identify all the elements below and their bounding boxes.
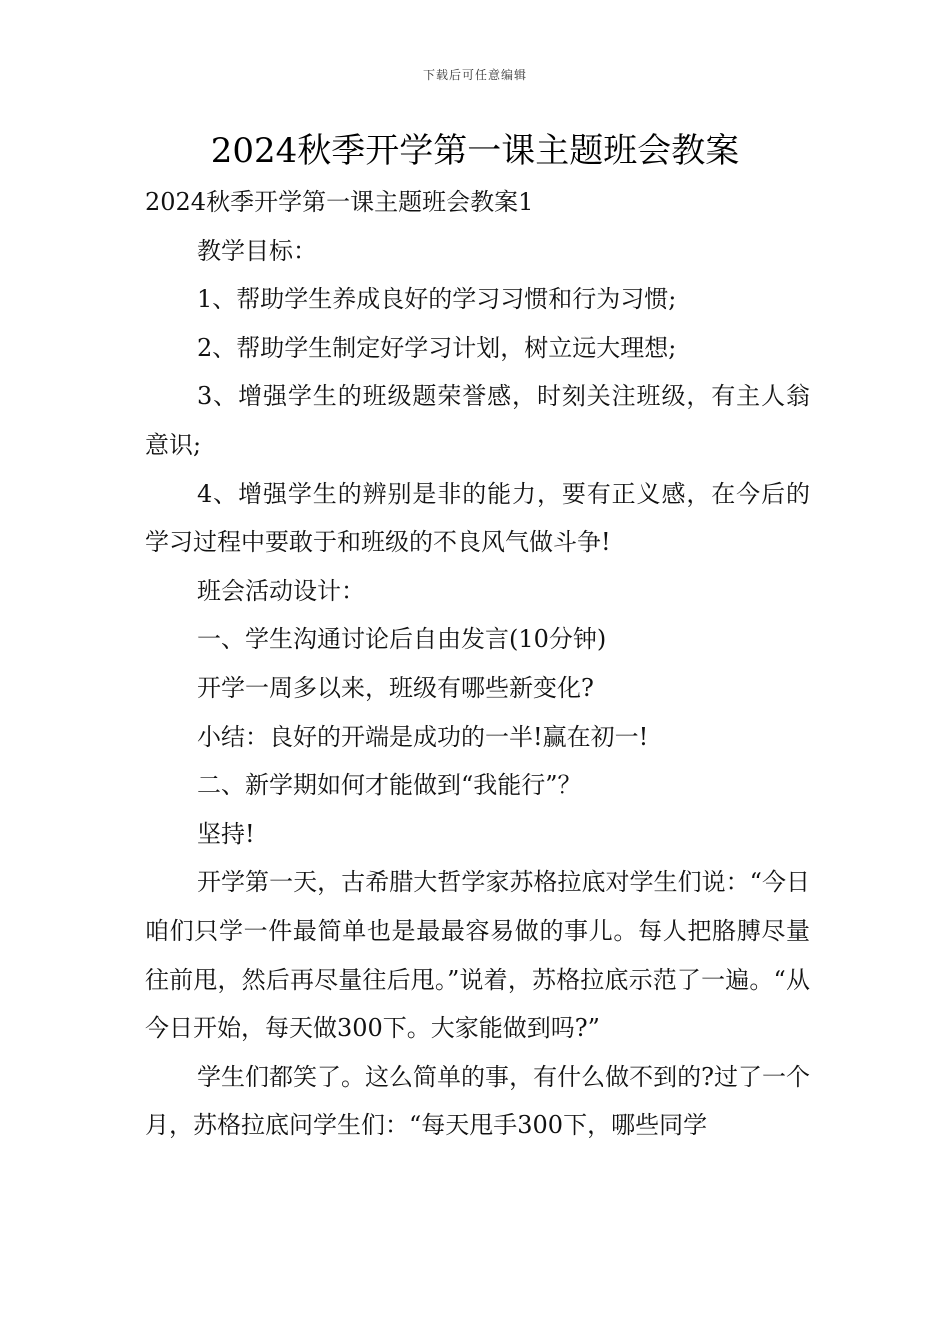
paragraph-section-2: 二、新学期如何才能做到“我能行”？ [197, 771, 582, 800]
header-note: 下载后可任意编辑 [422, 68, 527, 82]
paragraph-story-2: 学生们都笑了。这么简单的事，有什么做不到的?过了一个月，苏格拉底问学生们：“每天甩手300下，哪些同学 [145, 1062, 810, 1140]
paragraph-goal-1: 1、帮助学生养成良好的学习习惯和行为习惯; [197, 285, 677, 314]
paragraph-goal-3: 3、增强学生的班级题荣誉感，时刻关注班级，有主人翁意识; [145, 382, 810, 459]
paragraph-goals-heading: 教学目标： [197, 236, 317, 265]
document-title: 2024秋季开学第一课主题班会教案 [210, 131, 740, 171]
paragraph-section-1: 一、学生沟通讨论后自由发言(10分钟) [197, 625, 607, 654]
paragraph-story-1: 开学第一天，古希腊大哲学家苏格拉底对学生们说：“今日咱们只学一件最简单也是最最容易做的事儿。每人把胳膊尽量往前甩，然后再尽量往后甩。”说着，苏格拉底示范了一遍。“从今日开始，每天做300下。大家能做到吗?” [145, 868, 810, 1043]
paragraph-subtitle: 2024秋季开学第一课主题班会教案1 [145, 188, 534, 216]
document-body [145, 178, 810, 1150]
paragraph-goal-4: 4、增强学生的辨别是非的能力，要有正义感，在今后的学习过程中要敢于和班级的不良风气做斗争! [145, 479, 810, 557]
paragraph-question: 开学一周多以来，班级有哪些新变化? [197, 673, 594, 702]
paragraph-summary: 小结：良好的开端是成功的一半!赢在初一! [197, 722, 649, 751]
paragraph-activity-heading: 班会活动设计： [197, 576, 365, 605]
paragraph-persist: 坚持! [197, 819, 255, 848]
paragraph-goal-2: 2、帮助学生制定好学习计划，树立远大理想; [197, 333, 677, 362]
